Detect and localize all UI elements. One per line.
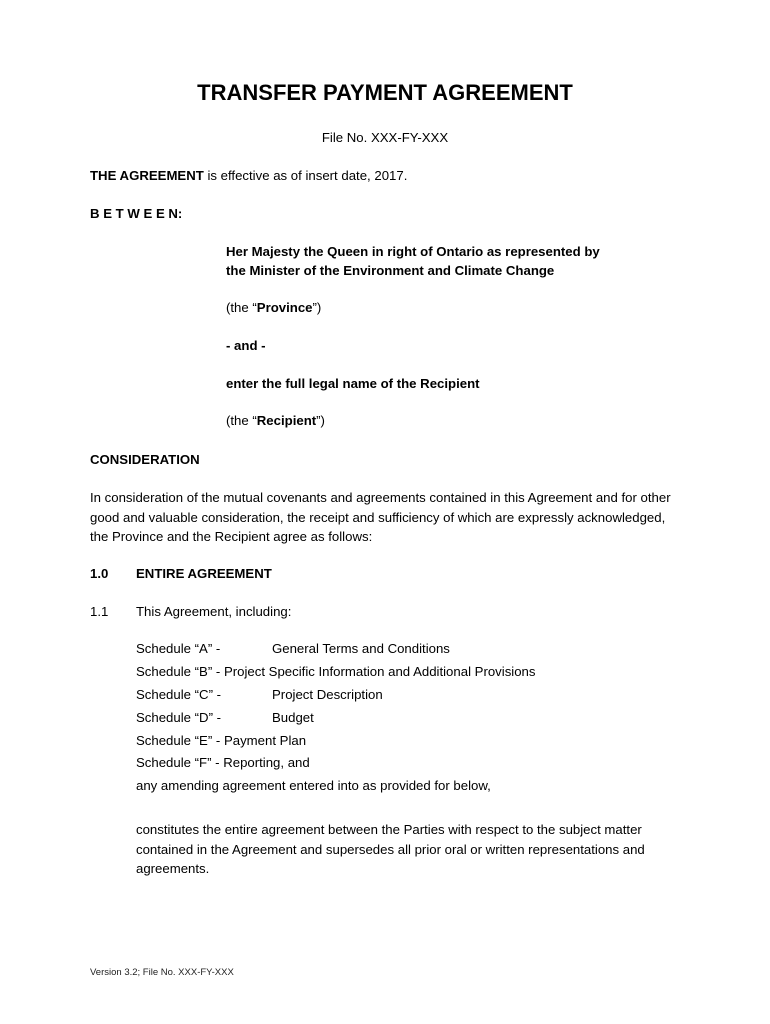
schedule-a-label: Schedule “A” -	[136, 641, 221, 656]
province-alias-close: ”)	[312, 300, 322, 315]
file-number: File No. XXX-FY-XXX	[321, 130, 449, 145]
document-title: TRANSFER PAYMENT AGREEMENT	[197, 80, 573, 105]
schedule-c-desc: Project Description	[272, 687, 383, 702]
consideration-body: In consideration of the mutual covenants and agreements contained in this Agreement and for other good and valuable consideration, the receipt and sufficiency of which are expressly acknowledged, the Province and the Recipient agree as follows:	[90, 490, 671, 544]
consideration-heading: CONSIDERATION	[90, 452, 200, 467]
schedule-a-desc: General Terms and Conditions	[272, 641, 450, 656]
province-alias-name: Province	[256, 300, 313, 315]
effective-statement	[90, 168, 407, 183]
recipient-name: enter the full legal name of the Recipient	[226, 376, 480, 391]
between-label: B E T W E E N:	[90, 206, 183, 221]
schedule-f-label: Schedule “F” - Reporting, and	[136, 755, 310, 770]
recipient-alias-open: (the “	[226, 413, 257, 428]
recipient-alias-name: Recipient	[256, 413, 317, 428]
schedule-e-label: Schedule “E” - Payment Plan	[136, 733, 307, 748]
effective-rest: is effective as of insert date, 2017.	[203, 168, 408, 183]
province-alias-open: (the “	[226, 300, 257, 315]
conclusion-paragraph: constitutes the entire agreement between the Parties with respect to the subject matter contained in the Agreement and supersedes all prior oral or written representations and agreements.	[136, 822, 645, 876]
section-number: 1.0	[90, 566, 109, 581]
province-line-2: the Minister of the Environment and Climate Change	[226, 263, 555, 278]
amending-clause: any amending agreement entered into as provided for below,	[136, 778, 491, 793]
schedule-c-label: Schedule “C” -	[136, 687, 222, 702]
clause-intro: This Agreement, including:	[136, 604, 292, 619]
schedule-d-label: Schedule “D” -	[136, 710, 222, 725]
schedule-d-desc: Budget	[272, 710, 314, 725]
province-line-1: Her Majesty the Queen in right of Ontario as represented by	[226, 244, 600, 259]
and-separator: - and -	[226, 338, 266, 353]
section-heading: ENTIRE AGREEMENT	[136, 566, 272, 581]
schedule-b-label: Schedule “B” - Project Specific Information and Additional Provisions	[136, 664, 536, 679]
recipient-alias-close: ”)	[316, 413, 325, 428]
recipient-alias	[226, 413, 325, 428]
clause-number: 1.1	[90, 604, 109, 619]
page-footer: Version 3.2; File No. XXX-FY-XXX	[90, 967, 234, 978]
effective-lead: THE AGREEMENT	[90, 168, 204, 183]
province-alias	[226, 300, 321, 315]
